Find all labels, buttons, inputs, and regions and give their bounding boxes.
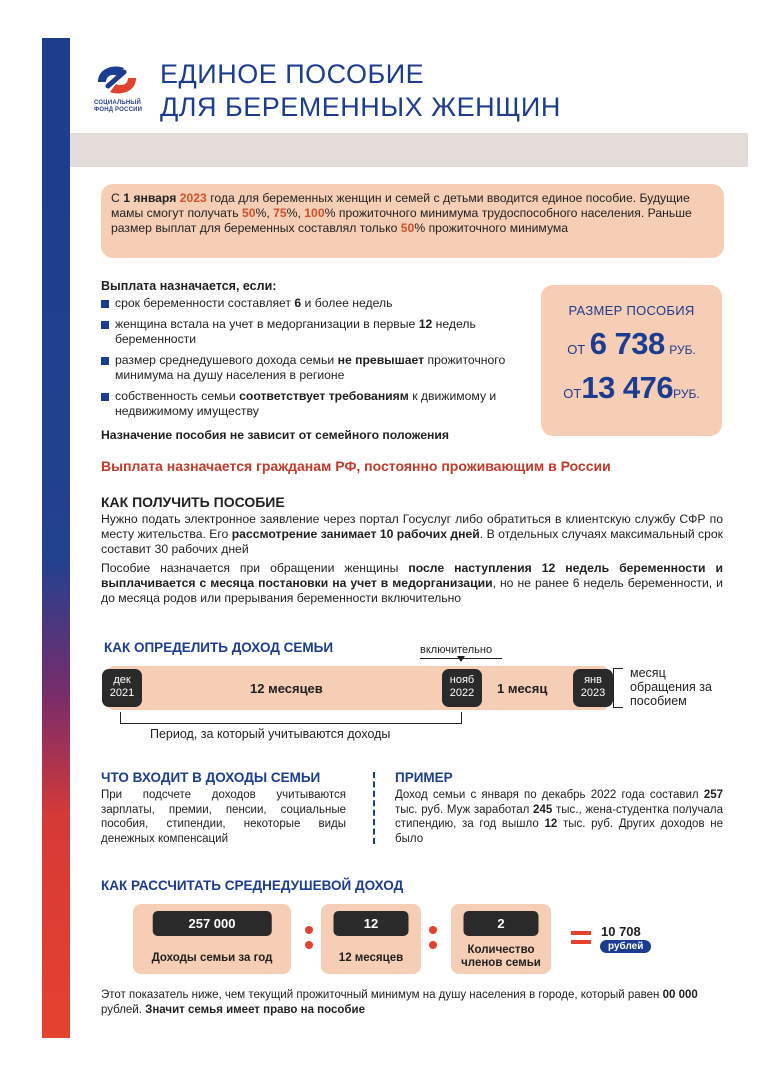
equals-sign bbox=[571, 931, 591, 949]
benefit-size-heading: РАЗМЕР ПОСОБИЯ bbox=[568, 303, 695, 318]
calc-value-income: 257 000 bbox=[153, 911, 272, 936]
income-title: ЧТО ВХОДИТ В ДОХОДЫ СЕМЬИ bbox=[101, 770, 321, 785]
condition-item: собственность семьи соответствует требованиям к движимому и недвижимому имуществу bbox=[101, 389, 521, 419]
timeline-period-bracket bbox=[120, 712, 462, 724]
logo-line-2: ФОНД РОССИИ bbox=[94, 107, 143, 113]
timeline-twelve-months: 12 месяцев bbox=[250, 681, 323, 696]
logo-text bbox=[94, 100, 146, 114]
conditions-list bbox=[101, 296, 521, 425]
gray-band bbox=[70, 133, 748, 167]
timeline-start-pill: дек 2021 bbox=[102, 669, 142, 707]
timeline-title: КАК ОПРЕДЕЛИТЬ ДОХОД СЕМЬИ bbox=[104, 640, 334, 655]
condition-item: размер среднедушевого дохода семьи не превышает прожиточного минимума на душу населения в регионе bbox=[101, 353, 521, 383]
calc-value-members: 2 bbox=[464, 911, 539, 936]
footer-note: Этот показатель ниже, чем текущий прожиточный минимум на душу населения в городе, который равен 00 000 рублей. Значит семья имеет право на пособие bbox=[101, 989, 698, 1016]
calc-value-months: 12 bbox=[334, 911, 409, 936]
conditions-note: Назначение пособия не зависит от семейного положения bbox=[101, 428, 450, 442]
timeline-one-month: 1 месяц bbox=[497, 681, 548, 696]
example-text: Доход семьи с января по декабрь 2022 года составил 257 тыс. руб. Муж заработал 245 тыс., жена-студентка получала стипендию, за год вышло 12 тыс. руб. Других доходов не было bbox=[395, 789, 723, 845]
calc-box-income bbox=[133, 904, 291, 974]
timeline-end-pill: янв 2023 bbox=[573, 669, 613, 707]
benefit-size-box bbox=[541, 285, 722, 436]
calc-label-income: Доходы семьи за год bbox=[151, 952, 273, 964]
condition-item: срок беременности составляет 6 и более недель bbox=[101, 296, 521, 311]
logo bbox=[94, 62, 146, 114]
timeline-month-note: месяц обращения за пособием bbox=[630, 666, 712, 708]
citizens-note: Выплата назначается гражданам РФ, постоянно проживающим в России bbox=[101, 458, 611, 474]
conditions-title: Выплата назначается, если: bbox=[101, 279, 277, 293]
color-sidebar bbox=[42, 38, 70, 1038]
timeline-mid-pill: нояб 2022 bbox=[442, 669, 482, 707]
condition-item: женщина встала на учет в медорганизации в первые 12 недель беременности bbox=[101, 317, 521, 347]
benefit-amount-1: ОТ 6 738 РУБ. bbox=[567, 326, 696, 361]
title-line-1: ЕДИНОЕ ПОСОБИЕ bbox=[160, 59, 425, 89]
column-divider bbox=[373, 772, 375, 844]
calc-box-members bbox=[451, 904, 551, 974]
timeline-inclusive-label: включительно bbox=[420, 644, 493, 656]
calc-box-months bbox=[321, 904, 421, 974]
benefit-amount-2: ОТ13 476РУБ. bbox=[563, 370, 700, 405]
how-to-title: КАК ПОЛУЧИТЬ ПОСОБИЕ bbox=[101, 494, 285, 510]
intro-box: С 1 января 2023 года для беременных женщин и семей с детьми вводится единое пособие. Будущие мамы смогут получать 50%, 75%, 100% прожиточного минимума трудоспособного населения. Раньше размер выплат для беременных составлял только 50% прожиточного минимума bbox=[101, 184, 724, 258]
calc-title: КАК РАССЧИТАТЬ СРЕДНЕДУШЕВОЙ ДОХОД bbox=[101, 878, 404, 893]
calc-label-months: 12 месяцев bbox=[338, 952, 404, 964]
title-line-2: ДЛЯ БЕРЕМЕННЫХ ЖЕНЩИН bbox=[160, 92, 561, 122]
divide-sign bbox=[429, 926, 437, 956]
calc-result-unit: рублей bbox=[600, 940, 651, 953]
sfr-logo-icon bbox=[94, 62, 140, 98]
how-to-paragraph-1: Нужно подать электронное заявление через портал Госуслуг либо обратиться в клиентскую службу СФР по месту жительства. Его рассмотрение занимает 10 рабочих дней. В отдельных случаях максимальный срок составит 30 рабочих дней bbox=[101, 512, 724, 556]
page-title bbox=[160, 58, 561, 124]
calc-result: 10 708 bbox=[601, 924, 641, 939]
divide-sign bbox=[305, 926, 313, 956]
timeline-month-brace bbox=[613, 668, 623, 708]
timeline-inclusive-arrow bbox=[457, 656, 465, 662]
income-text: При подсчете доходов учитываются зарплаты, премии, пенсии, социальные пособия, стипендии, некоторые виды денежных компенсаций bbox=[101, 789, 346, 845]
logo-line-1: СОЦИАЛЬНЫЙ bbox=[94, 100, 141, 106]
example-title: ПРИМЕР bbox=[395, 770, 453, 785]
how-to-paragraph-2: Пособие назначается при обращении женщины после наступления 12 недель беременности и выплачивается с месяца постановки на учет в медорганизации, но не ранее 6 недель беременности, и до месяца родов или прерывания беременности включительно bbox=[101, 561, 723, 605]
timeline-period-label: Период, за который учитываются доходы bbox=[150, 727, 391, 741]
calc-label-members: Количество членов семьи bbox=[461, 944, 541, 969]
